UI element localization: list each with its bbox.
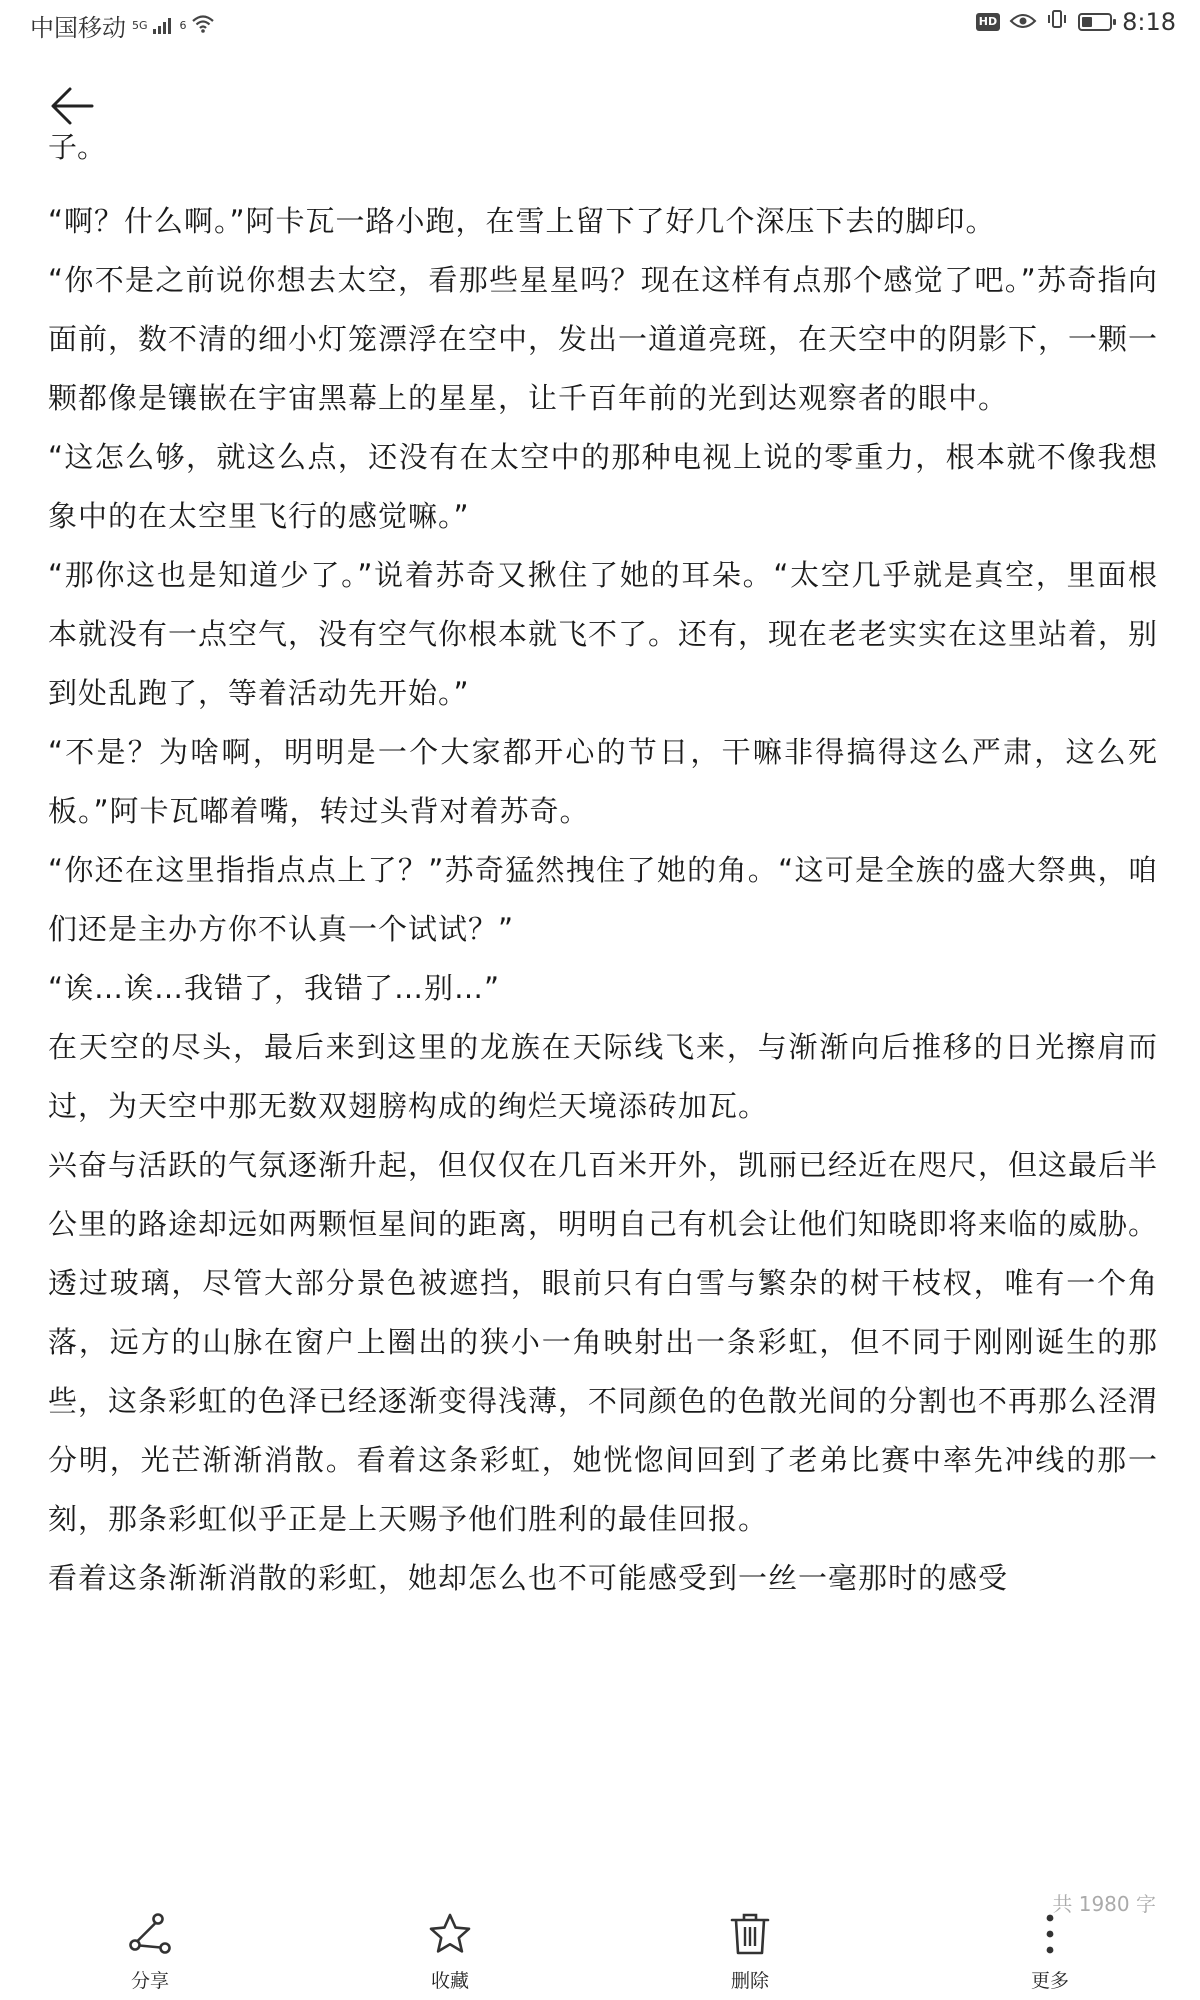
clock-time: 8:18	[1122, 8, 1176, 36]
bottom-toolbar	[0, 1900, 1200, 2000]
share-button[interactable]	[60, 1900, 240, 1993]
paragraph-list	[48, 192, 1158, 1608]
paragraph: 看着这条渐渐消散的彩虹，她却怎么也不可能感受到一丝一毫那时的感受	[48, 1561, 1009, 1595]
truncated-text-fragment: 子。	[48, 130, 107, 164]
status-bar	[0, 0, 1200, 48]
hd-badge: HD	[976, 13, 1000, 31]
paragraph: “诶…诶…我错了，我错了…别…”	[48, 971, 501, 1005]
status-left	[30, 8, 215, 43]
status-right	[976, 8, 1176, 36]
network-6-label: 6	[179, 19, 187, 32]
paragraph: 兴奋与活跃的气氛逐渐升起，但仅仅在几百米开外，凯丽已经近在咫尺，但这最后半公里的路途却远如两颗恒星间的距离，明明自己有机会让他们知晓即将来临的威胁。	[48, 1148, 1159, 1241]
network-5g-label: 5G	[132, 19, 148, 32]
paragraph: “不是？为啥啊，明明是一个大家都开心的节日，干嘛非得搞得这么严肃，这么死板。”阿卡瓦嘟着嘴，转过头背对着苏奇。	[48, 735, 1158, 828]
paragraph: “啊？什么啊。”阿卡瓦一路小跑，在雪上留下了好几个深压下去的脚印。	[48, 204, 996, 238]
paragraph: “你还在这里指指点点上了？”苏奇猛然拽住了她的角。“这可是全族的盛大祭典，咱们还是主办方你不认真一个试试？”	[48, 853, 1158, 946]
paragraph: 在天空的尽头，最后来到这里的龙族在天际线飞来，与渐渐向后推移的日光擦肩而过，为天空中那无数双翅膀构成的绚烂天境添砖加瓦。	[48, 1030, 1158, 1123]
trash-icon	[726, 1910, 774, 1958]
battery-icon	[1078, 13, 1112, 31]
eye-icon	[1010, 8, 1036, 36]
star-icon	[426, 1910, 474, 1958]
favorite-button[interactable]	[360, 1900, 540, 1993]
signal-icon	[152, 12, 174, 40]
vibrate-icon	[1046, 8, 1068, 36]
battery-level	[1082, 17, 1092, 27]
favorite-label: 收藏	[430, 1970, 469, 1992]
delete-button[interactable]	[660, 1900, 840, 1993]
share-icon	[126, 1910, 174, 1958]
paragraph: “你不是之前说你想去太空，看那些星星吗？现在这样有点那个感觉了吧。”苏奇指向面前，数不清的细小灯笼漂浮在空中，发出一道道亮斑，在天空中的阴影下，一颗一颗都像是镶嵌在宇宙黑幕上的星星，让千百年前的光到达观察者的眼中。	[48, 263, 1159, 415]
share-label: 分享	[130, 1970, 169, 1992]
wifi-icon	[191, 12, 215, 40]
note-content[interactable]	[48, 130, 1159, 1720]
delete-label: 删除	[730, 1970, 769, 1992]
paragraph: 透过玻璃，尽管大部分景色被遮挡，眼前只有白雪与繁杂的树干枝杈，唯有一个角落，远方的山脉在窗户上圈出的狭小一角映射出一条彩虹，但不同于刚刚诞生的那些，这条彩虹的色泽已经逐渐变得浅薄，不同颜色的色散光间的分割也不再那么泾渭分明，光芒渐渐消散。看着这条彩虹，她恍惚间回到了老弟比赛中率先冲线的那一刻，那条彩虹似乎正是上天赐予他们胜利的最佳回报。	[48, 1266, 1159, 1536]
paragraph: “那你这也是知道少了。”说着苏奇又揪住了她的耳朵。“太空几乎就是真空，里面根本就没有一点空气，没有空气你根本就飞不了。还有，现在老老实实在这里站着，别到处乱跑了，等着活动先开始。”	[48, 558, 1159, 710]
more-button[interactable]	[960, 1900, 1140, 1993]
carrier-name: 中国移动	[30, 14, 126, 42]
more-vertical-icon	[1026, 1910, 1074, 1958]
paragraph: “这怎么够，就这么点，还没有在太空中的那种电视上说的零重力，根本就不像我想象中的在太空里飞行的感觉嘛。”	[48, 440, 1158, 533]
word-count: 共 1980 字	[1052, 1892, 1156, 1916]
more-label: 更多	[1030, 1970, 1069, 1992]
